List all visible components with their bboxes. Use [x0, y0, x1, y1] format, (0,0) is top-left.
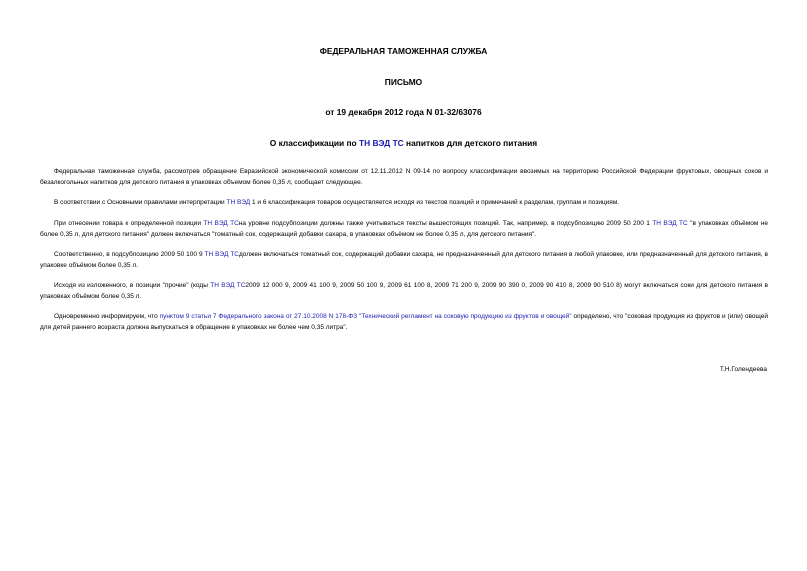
paragraph-6	[40, 311, 768, 333]
paragraph-3	[40, 218, 768, 240]
paragraph-2	[40, 197, 768, 208]
paragraph-3-text-c: "в упаковках объёмом не более 0,35 л, для детского питания" должен включаться "томатный сок, содержащий добавки сахара, в упаковках объёмом не более 0,35 л, для детского питания".	[40, 220, 768, 238]
link-tnved-ts-4[interactable]: ТН ВЭД ТС	[210, 282, 246, 289]
subject-text-end: напитков для детского питания	[403, 138, 538, 148]
paragraph-4-text-a: Соответственно, в подсубпозицию 2009 50 100 9	[54, 251, 205, 258]
subject-text-start: О классификации по	[269, 138, 359, 148]
link-tnved-ts-2[interactable]: ТН ВЭД ТС	[652, 220, 688, 227]
paragraph-5-text-b: 2009 12 000 9, 2009 41 100 9, 2009 50 100 9, 2009 61 100 8, 2009 71 200 9, 2009 90 390 0, 2009 90 410 8, 2009 90 510 8) могут включаться соки для детского питания в упаковках объёмом более 0,35 л.	[40, 282, 768, 300]
document-date-number: от 19 декабря 2012 года N 01-32/63076	[325, 107, 482, 117]
paragraph-6-text-b: определено, что "соковая продукция из фруктов и (или) овощей для детей раннего возраста должна выпускаться в обращение в упаковках не более чем 0,35 литра".	[40, 313, 768, 331]
paragraph-4	[40, 249, 768, 271]
agency-title: ФЕДЕРАЛЬНАЯ ТАМОЖЕННАЯ СЛУЖБА	[319, 46, 488, 56]
link-tnved-ts-3[interactable]: ТН ВЭД ТС	[204, 251, 239, 258]
paragraph-3-text-a: При отнесении товара к определенной позиции	[54, 220, 204, 227]
paragraph-6-text-a: Одновременно информируем, что	[54, 313, 160, 320]
paragraph-2-text-b: 1 и 6 классификация товаров осуществляется исходя из текстов позиций и примечаний к разделам, группам и позициям.	[250, 199, 620, 206]
link-tnved-ts-1[interactable]: ТН ВЭД ТС	[203, 220, 239, 227]
paragraph-3-text-b: на уровне подсубпозиции должны также учитываться тексты вышестоящих позиций. Так, например, в подсубпозицию 2009 50 200 1	[238, 220, 653, 227]
subject-link-tnved[interactable]: ТН ВЭД ТС	[358, 138, 404, 148]
paragraph-2-text-a: В соответствии с Основными правилами интерпретации	[54, 199, 227, 206]
link-federal-law-178[interactable]: пунктом 9 статьи 7 Федерального закона от 27.10.2008 N 178-ФЗ "Технический регламент на соковую продукцию из фруктов и овощей"	[159, 313, 572, 320]
signature: Т.Н.Голендеева	[719, 366, 767, 373]
link-tnved[interactable]: ТН ВЭД	[226, 199, 251, 206]
document-type: ПИСЬМО	[384, 77, 423, 87]
paragraph-4-text-b: должен включаться томатный сок, содержащий добавки сахара, не предназначенный для детского питания в любой упаковке, или предназначенный для детского питания, в упаковке объёмом более 0,35 л.	[40, 251, 768, 269]
paragraph-1: Федеральная таможенная служба, рассмотрев обращение Евразийской экономической комиссии от 12.11.2012 N 09-14 по вопросу классификации ввозимых на территорию Российской Федерации фруктовых, овощных соков и безалкогольных напитков для детского питания в упаковках объемом более 0,35 л, сообщает следующее.	[40, 168, 768, 186]
document-subject	[0, 138, 807, 149]
paragraph-5	[40, 280, 768, 302]
paragraph-5-text-a: Исходя из изложенного, в позиции "прочие" (коды	[54, 282, 211, 289]
